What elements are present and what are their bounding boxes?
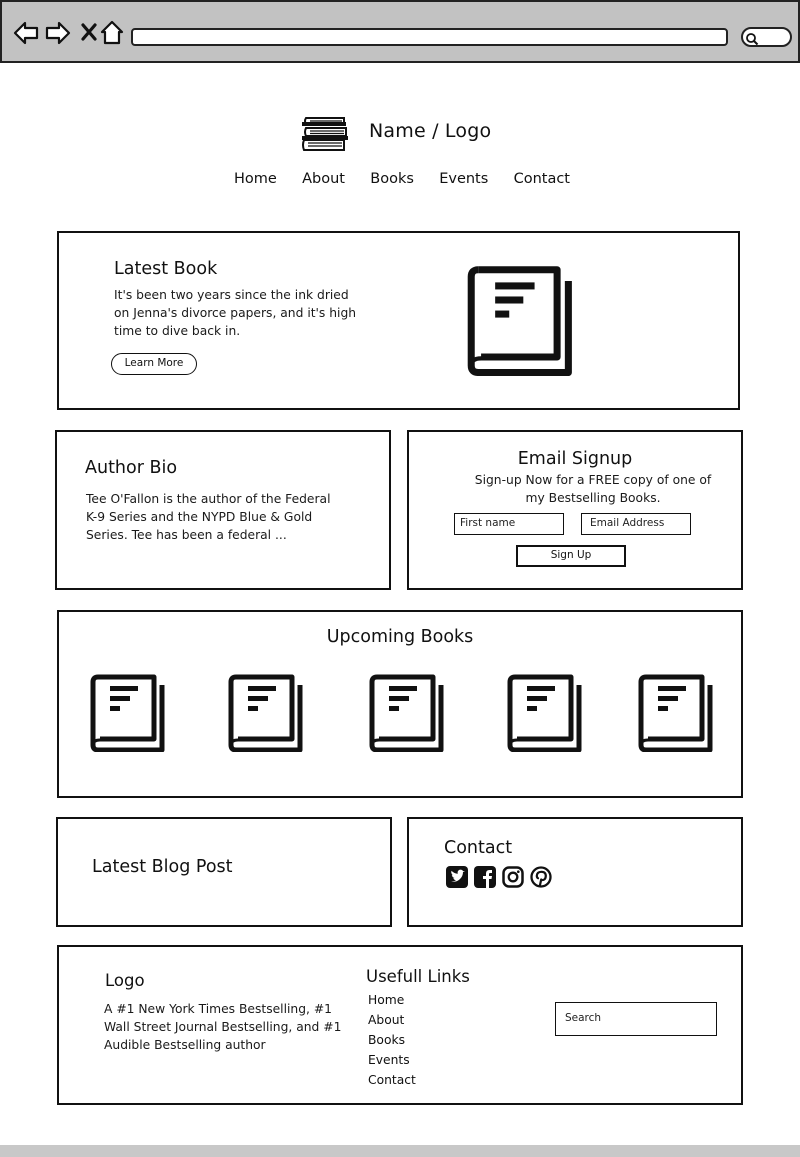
book-icon <box>467 262 574 376</box>
latest-book-title: Latest Book <box>114 259 218 279</box>
useful-links-title: Usefull Links <box>366 967 470 986</box>
email-signup-title: Email Signup <box>517 449 633 469</box>
email-field[interactable]: Email Address <box>581 513 691 535</box>
upcoming-book-5-icon[interactable] <box>638 672 714 752</box>
footer-logo[interactable]: Logo <box>105 971 145 990</box>
footer-text: A #1 New York Times Bestselling, #1 Wall Street Journal Bestselling, and #1 Audible Bestselling author <box>104 1002 342 1052</box>
author-bio-title: Author Bio <box>85 458 178 478</box>
first-name-field[interactable]: First name <box>454 513 564 535</box>
learn-more-button[interactable]: Learn More <box>111 353 197 375</box>
author-bio-text: Tee O'Fallon is the author of the Federal K-9 Series and the NYPD Blue & Gold Series. Tee has been a federal ... <box>86 492 331 542</box>
footer-link-home[interactable]: Home <box>368 993 405 1007</box>
sign-up-button[interactable]: Sign Up <box>516 545 626 567</box>
search-icon <box>745 32 759 46</box>
bottom-scrollbar[interactable] <box>0 1145 800 1157</box>
email-signup-text: Sign-up Now for a FREE copy of one of my Bestselling Books. <box>474 473 712 505</box>
facebook-icon[interactable] <box>474 866 496 888</box>
forward-arrow-icon[interactable] <box>44 19 72 47</box>
pinterest-icon[interactable] <box>530 866 552 888</box>
nav-books[interactable]: Books <box>370 171 414 187</box>
latest-blog-title[interactable]: Latest Blog Post <box>92 857 233 877</box>
useful-links-list <box>368 990 416 1090</box>
nav-events[interactable]: Events <box>439 171 489 187</box>
twitter-icon[interactable] <box>446 866 468 888</box>
upcoming-books-title: Upcoming Books <box>326 627 474 647</box>
author-bio-section <box>55 430 391 590</box>
main-nav <box>222 171 582 191</box>
email-signup-section <box>407 430 743 590</box>
home-icon[interactable] <box>98 19 126 47</box>
latest-book-text: It's been two years since the ink dried on Jenna's divorce papers, and it's high time to dive back in. <box>114 288 357 338</box>
instagram-icon[interactable] <box>502 866 524 888</box>
latest-book-section <box>57 231 740 410</box>
nav-home[interactable]: Home <box>234 171 277 187</box>
upcoming-book-1-icon[interactable] <box>90 672 166 752</box>
footer <box>57 945 743 1105</box>
footer-link-about[interactable]: About <box>368 1013 405 1027</box>
nav-contact[interactable]: Contact <box>513 171 570 187</box>
upcoming-book-4-icon[interactable] <box>507 672 583 752</box>
browser-search-field[interactable] <box>741 27 792 47</box>
nav-about[interactable]: About <box>302 171 345 187</box>
contact-title: Contact <box>444 838 513 858</box>
upcoming-book-3-icon[interactable] <box>369 672 445 752</box>
books-stack-icon <box>300 112 350 154</box>
address-bar[interactable] <box>131 28 728 46</box>
latest-blog-section <box>56 817 392 927</box>
footer-link-books[interactable]: Books <box>368 1033 406 1047</box>
back-arrow-icon[interactable] <box>12 19 40 47</box>
footer-link-contact[interactable]: Contact <box>368 1073 416 1087</box>
footer-link-events[interactable]: Events <box>368 1053 410 1067</box>
site-name[interactable]: Name / Logo <box>369 120 492 142</box>
upcoming-book-2-icon[interactable] <box>228 672 304 752</box>
browser-chrome <box>0 0 800 63</box>
footer-search-input[interactable]: Search <box>555 1002 717 1036</box>
